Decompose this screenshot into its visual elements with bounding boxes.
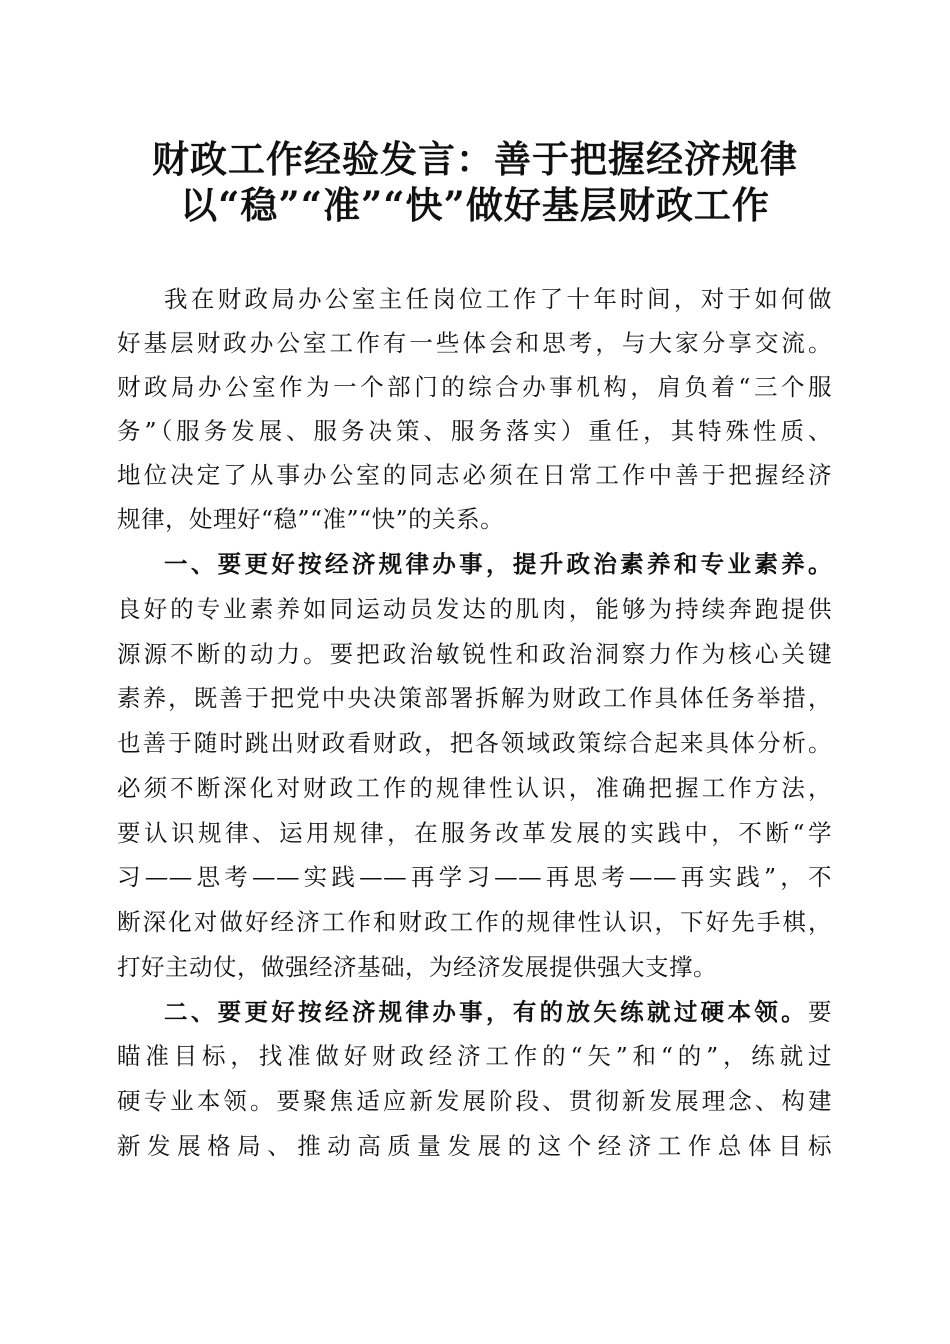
section-1-line: 良好的专业素养如同运动员发达的肌肉，能够为持续奔跑提供 — [117, 595, 832, 623]
intro-line: 财政局办公室作为一个部门的综合办事机构，肩负着“三个服 — [117, 373, 832, 401]
section-1-line: 源源不断的动力。要把政治敏锐性和政治洞察力作为核心关键 — [117, 640, 832, 668]
section-2-line: 硬专业本领。要聚焦适应新发展阶段、贯彻新发展理念、构建 — [117, 1087, 832, 1115]
section-1-line: 要认识规律、运用规律，在服务改革发展的实践中，不断“学 — [117, 819, 832, 847]
document-title-line-1: 财政工作经验发言：善于把握经济规律 — [152, 137, 798, 181]
section-2-first-line — [164, 997, 832, 1027]
document-title-line-2: 以“稳”“准”“快”做好基层财政工作 — [180, 183, 770, 227]
section-1-line: 也善于随时跳出财政看财政，把各领域政策综合起来具体分析。 — [117, 729, 832, 757]
intro-line: 我在财政局办公室主任岗位工作了十年时间，对于如何做 — [164, 285, 832, 313]
section-1-heading: 一、要更好按经济规律办事，提升政治素养和专业素养。 — [164, 550, 832, 578]
intro-line: 地位决定了从事办公室的同志必须在日常工作中善于把握经济 — [117, 461, 832, 489]
section-1-line: 习——思考——实践——再学习——再思考——再实践”，不 — [117, 863, 832, 891]
intro-line: 规律，处理好“稳”“准”“快”的关系。 — [117, 505, 505, 533]
section-2-heading-tail: 要 — [808, 998, 832, 1026]
intro-line: 务”（服务发展、服务决策、服务落实）重任，其特殊性质、 — [117, 417, 832, 445]
section-1-line: 打好主动仗，做强经济基础，为经济发展提供强大支撑。 — [117, 953, 717, 981]
section-1-line: 断深化对做好经济工作和财政工作的规律性认识，下好先手棋， — [117, 908, 832, 936]
section-1-line: 素养，既善于把党中央决策部署拆解为财政工作具体任务举措， — [117, 684, 832, 712]
section-1-line: 必须不断深化对财政工作的规律性认识，准确把握工作方法， — [117, 774, 832, 802]
section-2-heading: 二、要更好按经济规律办事，有的放矢练就过硬本领。 — [164, 998, 808, 1026]
section-2-line: 新发展格局、推动高质量发展的这个经济工作总体目标 — [117, 1132, 832, 1160]
intro-line: 好基层财政办公室工作有一些体会和思考，与大家分享交流。 — [117, 329, 832, 357]
section-2-line: 瞄准目标，找准做好财政经济工作的“矢”和“的”，练就过 — [117, 1042, 832, 1070]
